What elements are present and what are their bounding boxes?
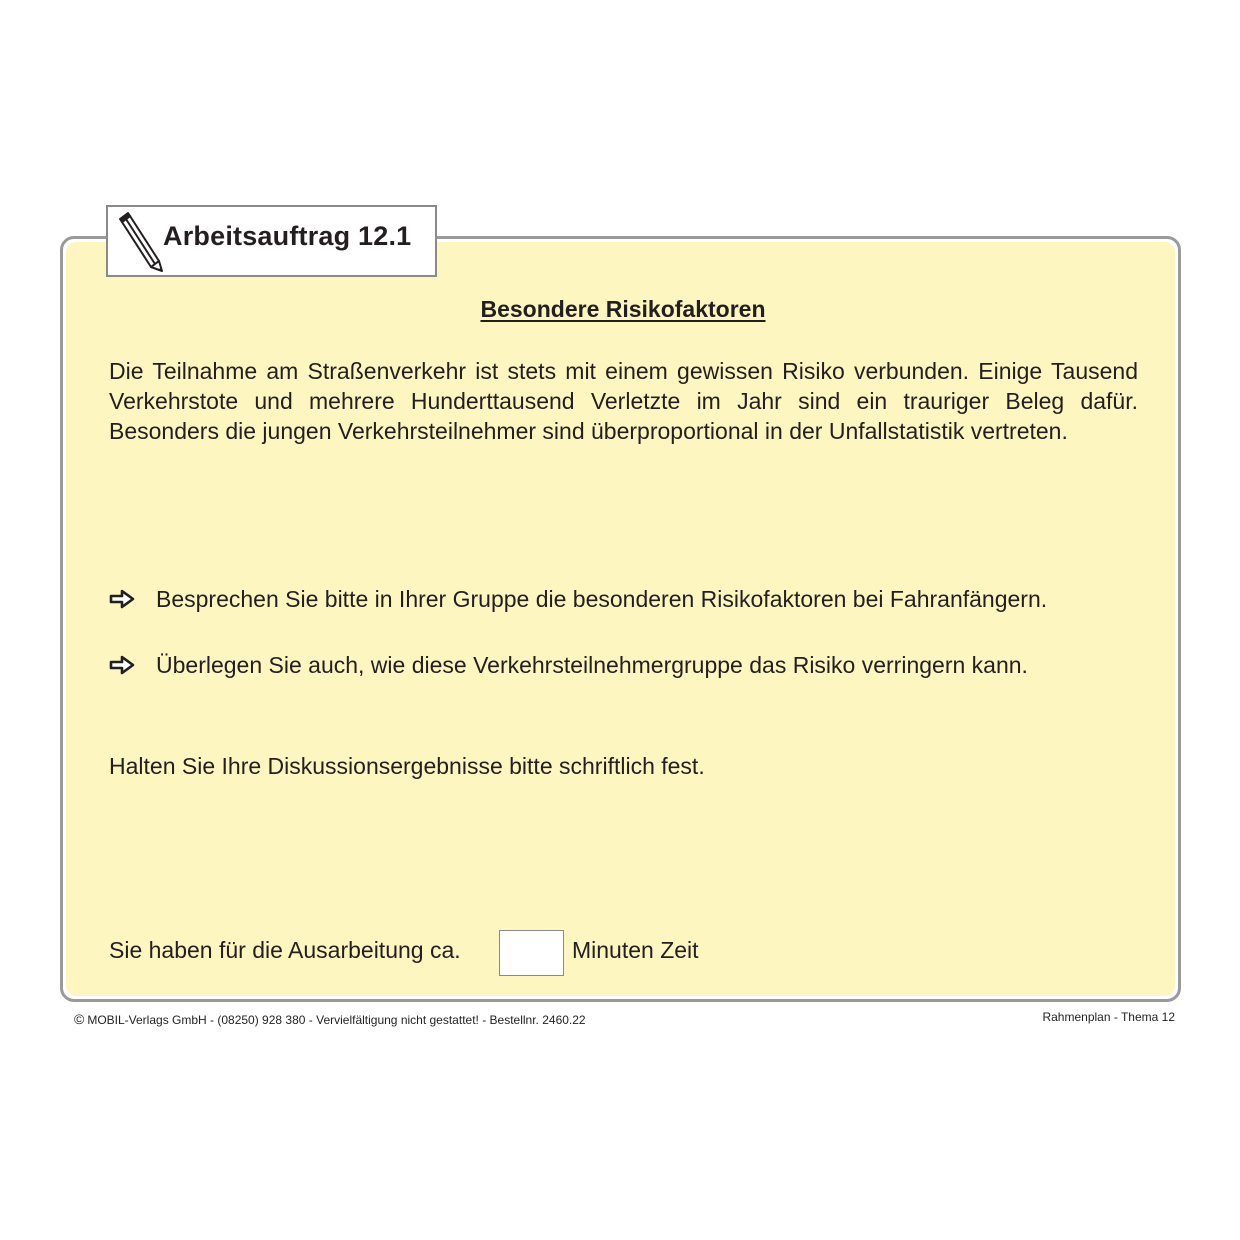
intro-paragraph: Die Teilnahme am Straßenverkehr ist stets mit einem gewissen Risiko verbunden. Einige Tausend Verkehrstote und mehrere Hunderttausend Verletzte im Jahr sind ein trauriger Beleg dafür. Besonders die jungen Verkehrsteilnehmer sind überproportional in der Unfallstatistik vertreten.	[109, 358, 1138, 444]
task-label	[106, 205, 437, 277]
task-item-text: Überlegen Sie auch, wie diese Verkehrsteilnehmergruppe das Risiko verringern kann.	[156, 652, 1028, 678]
footer-copyright	[74, 1011, 586, 1027]
footer-publisher: MOBIL-Verlags GmbH - (08250) 928 380 - Vervielfältigung nicht gestattet! - Bestellnr. 2460.22	[87, 1013, 586, 1027]
arrow-right-icon	[109, 655, 135, 675]
task-card	[60, 236, 1181, 1002]
arrow-right-icon	[109, 589, 135, 609]
footer-topic: Rahmenplan - Thema 12	[1042, 1010, 1175, 1024]
task-item-text: Besprechen Sie bitte in Ihrer Gruppe die besonderen Risikofaktoren bei Fahranfängern.	[156, 586, 1048, 612]
time-suffix: Minuten Zeit	[572, 937, 699, 963]
closing-instruction: Halten Sie Ihre Diskussionsergebnisse bitte schriftlich fest.	[109, 753, 705, 779]
copyright-symbol: ©	[74, 1011, 85, 1027]
task-label-title: Arbeitsauftrag 12.1	[163, 221, 412, 251]
pencil-icon	[112, 211, 168, 273]
time-prefix: Sie haben für die Ausarbeitung ca.	[109, 937, 461, 963]
minutes-field[interactable]	[499, 930, 564, 976]
page-heading: Besondere Risikofaktoren	[480, 296, 766, 322]
